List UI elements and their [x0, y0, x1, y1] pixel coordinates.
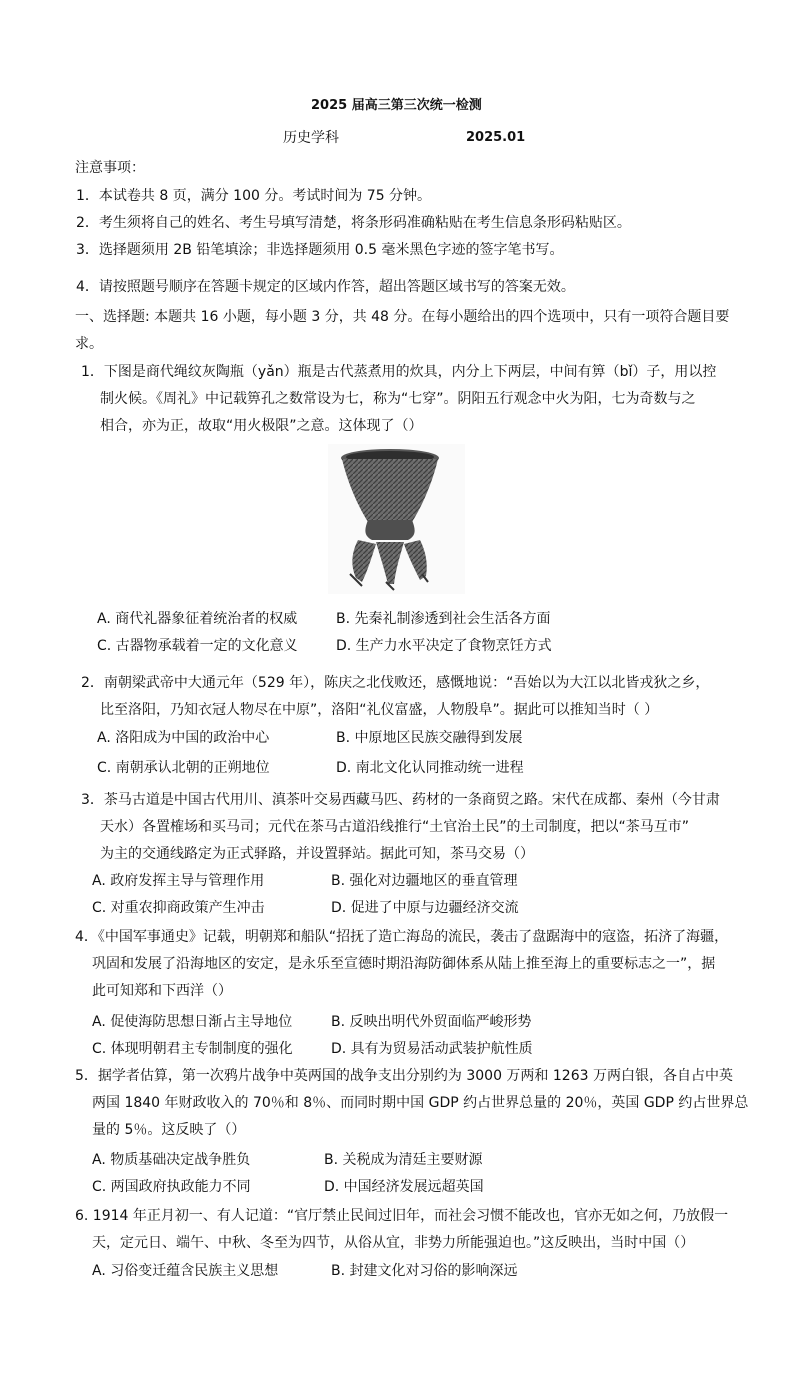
- section-heading: 一、选择题: 本题共 16 小题，每小题 3 分，共 48 分。在每小题给出的四个选项中，只有一项符合题目要: [75, 309, 730, 325]
- question-6-text: 天，定元日、端午、中秋、冬至为四节，从俗从宜，非势力所能强迫也。”这反映出，当时中国（）: [92, 1235, 695, 1251]
- question-5-option-d: D. 中国经济发展远超英国: [324, 1179, 484, 1195]
- note-item: 3．选择题须用 2B 铅笔填涂；非选择题须用 0.5 毫米黑色字迹的签字笔书写。: [76, 242, 564, 258]
- question-5-option-c: C. 两国政府执政能力不同: [92, 1179, 251, 1195]
- question-4-text: 巩固和发展了沿海地区的安定，是永乐至宣德时期沿海防御体系从陆上推至海上的重要标志之一”，据: [92, 956, 716, 972]
- question-3-text: 为主的交通线路定为正式驿路，并设置驿站。据此可知，茶马交易（）: [100, 846, 534, 862]
- question-1-text: 1．下图是商代绳纹灰陶瓶（yǎn）瓶是古代蒸煮用的炊具，内分上下两层，中间有箅（bǐ）子，用以控: [81, 364, 717, 380]
- question-3-option-a: A. 政府发挥主导与管理作用: [92, 873, 265, 889]
- question-4-option-c: C. 体现明朝君主专制制度的强化: [92, 1041, 293, 1057]
- question-5-text: 两国 1840 年财政收入的 70％和 8％、而同时期中国 GDP 约占世界总量的 20％，英国 GDP 约占世界总: [92, 1095, 749, 1111]
- notes-heading: 注意事项：: [75, 160, 145, 176]
- exam-date: 2025.01: [466, 130, 526, 145]
- question-2-option-c: C. 南朝承认北朝的正朔地位: [97, 760, 270, 776]
- question-3-text: 3．茶马古道是中国古代用川、滇茶叶交易西藏马匹、药材的一条商贸之路。宋代在成都、秦州（今甘肃: [81, 792, 720, 808]
- question-2-option-d: D. 南北文化认同推动统一进程: [336, 760, 524, 776]
- question-2-text: 2．南朝梁武帝中大通元年（529 年），陈庆之北伐败还，感慨地说：“吾始以为大江以北皆戎狄之乡，: [81, 675, 710, 691]
- question-3-option-c: C. 对重农抑商政策产生冲击: [92, 900, 265, 916]
- question-4-option-d: D. 具有为贸易活动武装护航性质: [331, 1041, 533, 1057]
- question-5-option-b: B. 关税成为清廷主要财源: [324, 1152, 483, 1168]
- question-5-option-a: A. 物质基础决定战争胜负: [92, 1152, 251, 1168]
- question-5-text: 量的 5％。这反映了（）: [92, 1122, 246, 1138]
- exam-title: 2025 届高三第三次统一检测: [311, 98, 482, 113]
- question-1-option-c: C. 古器物承载着一定的文化意义: [97, 638, 298, 654]
- question-4-option-b: B. 反映出明代外贸面临严峻形势: [331, 1014, 532, 1030]
- section-heading: 求。: [75, 336, 103, 352]
- note-item: 1．本试卷共 8 页，满分 100 分。考试时间为 75 分钟。: [76, 188, 432, 204]
- note-item: 2．考生须将自己的姓名、考生号填写清楚，将条形码准确粘贴在考生信息条形码粘贴区。: [76, 215, 631, 231]
- question-3-option-d: D. 促进了中原与边疆经济交流: [331, 900, 519, 916]
- question-3-option-b: B. 强化对边疆地区的垂直管理: [331, 873, 518, 889]
- question-1-text: 制火候。《周礼》中记载箅孔之数常设为七，称为“七穿”。阴阳五行观念中火为阳，七为奇数与之: [100, 391, 696, 407]
- question-6-option-a: A. 习俗变迁蕴含民族主义思想: [92, 1263, 279, 1279]
- question-3-text: 天水）各置榷场和买马司；元代在茶马古道沿线推行“土官治土民”的土司制度，把以“茶马互市”: [100, 819, 690, 835]
- question-1-option-b: B. 先秦礼制渗透到社会生活各方面: [336, 611, 551, 627]
- exam-subject: 历史学科: [283, 130, 339, 146]
- question-4-option-a: A. 促使海防思想日渐占主导地位: [92, 1014, 293, 1030]
- question-1-text: 相合，亦为正，故取“用火极限”之意。这体现了（）: [100, 418, 423, 434]
- pottery-vessel-image: [328, 444, 465, 594]
- question-5-text: 5．据学者估算，第一次鸦片战争中英两国的战争支出分别约为 3000 万两和 1263 万两白银，各自占中英: [75, 1068, 733, 1084]
- question-1-option-a: A. 商代礼器象征着统治者的权威: [97, 611, 298, 627]
- question-6-option-b: B. 封建文化对习俗的影响深远: [331, 1263, 518, 1279]
- question-2-option-a: A. 洛阳成为中国的政治中心: [97, 730, 270, 746]
- question-2-option-b: B. 中原地区民族交融得到发展: [336, 730, 523, 746]
- question-4-text: 4．《中国军事通史》记载，明朝郑和船队“招抚了造亡海岛的流民，袭击了盘踞海中的寇盗，拓济了海疆，: [75, 929, 729, 945]
- note-item: 4．请按照题号顺序在答题卡规定的区域内作答，超出答题区域书写的答案无效。: [76, 279, 575, 295]
- question-6-text: 6. 1914 年正月初一、有人记道：“官厅禁止民间过旧年，而社会习惯不能改也，官亦无如之何，乃放假一: [75, 1208, 729, 1224]
- question-1-option-d: D. 生产力水平决定了食物烹饪方式: [336, 638, 552, 654]
- question-2-text: 比至洛阳，乃知衣冠人物尽在中原”，洛阳“礼仪富盛，人物殷阜”。据此可以推知当时（ ）: [100, 702, 659, 718]
- question-4-text: 此可知郑和下西洋（）: [92, 983, 232, 999]
